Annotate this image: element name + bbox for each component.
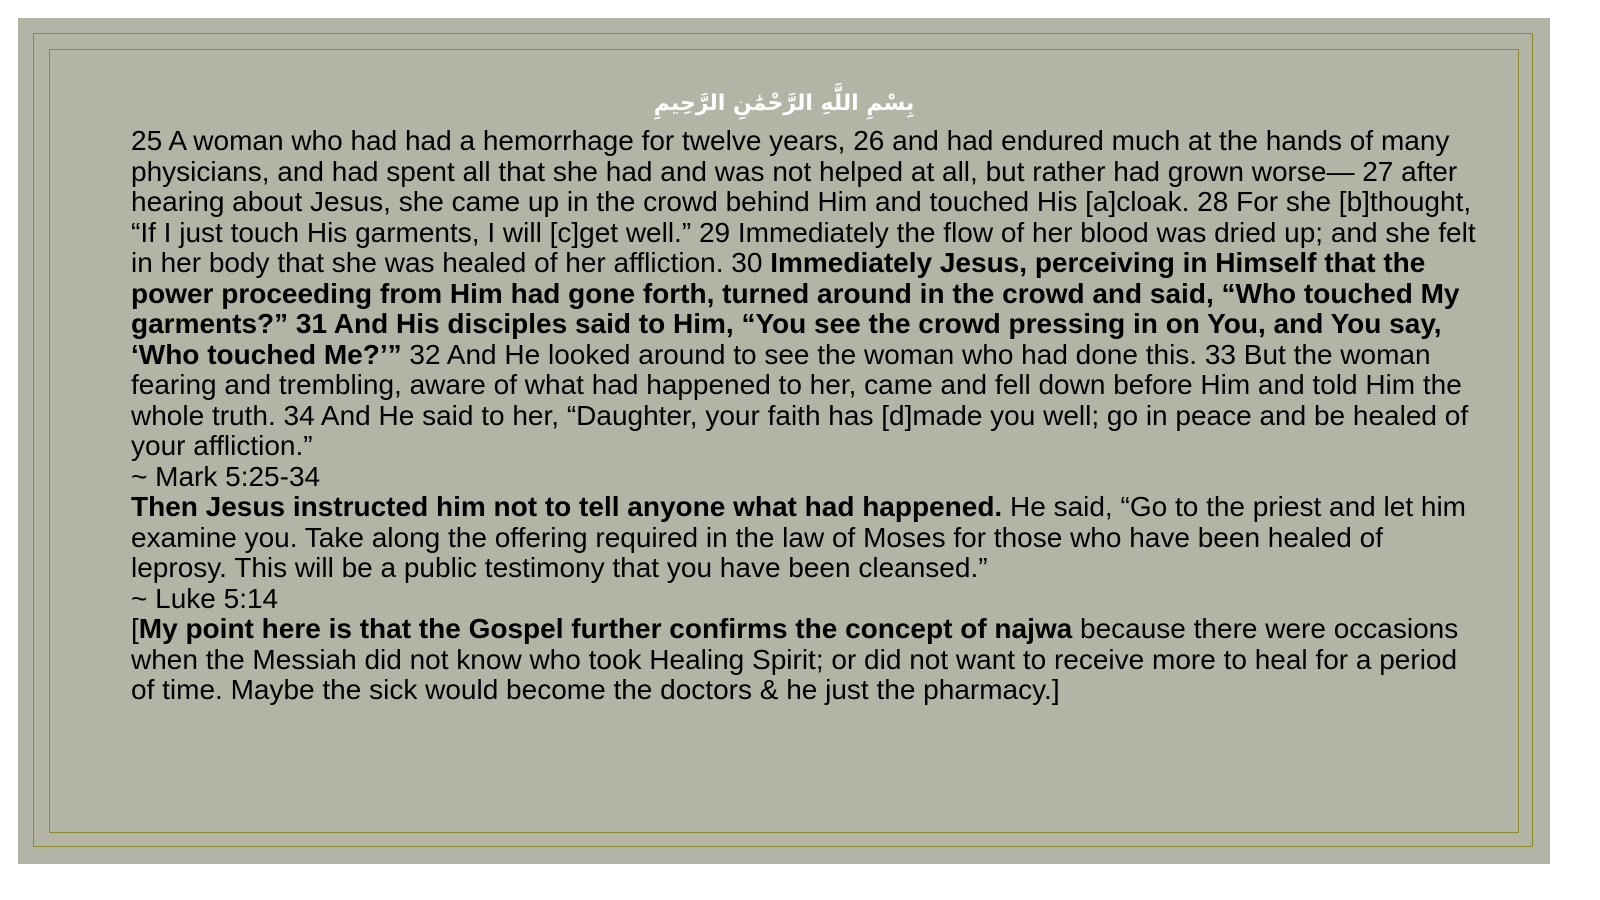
mark-reference: ~ Mark 5:25-34 <box>131 460 321 492</box>
luke-passage-bold: Then Jesus instructed him not to tell anyone what had happened. <box>131 491 1003 522</box>
mark-passage <box>131 126 1481 462</box>
mark-passage-part1: 25 A woman who had had a hemorrhage for twelve years, 26 and had endured much at the hands of many physicians, and had spent all that she had and was not helped at all, but rather had grown worse— 27 after hearing about Jesus, she came up in the crowd behind Him and touched His [a]cloak. 28 For she [b]thought, “If I just touch His garments, I will [c]get well.” 29 Immediately the flow of her blood was dried up; and she felt in her body that she was healed of her affliction. 30 <box>131 125 1476 278</box>
luke-passage <box>131 492 1481 584</box>
commentary-bold: My point here is that the Gospel further confirms the concept of najwa <box>138 613 1073 644</box>
slide <box>18 18 1550 864</box>
luke-passage-rest: He said, “Go to the priest and let him examine you. Take along the offering required in the law of Moses for those who have been healed of leprosy. This will be a public testimony that you have been cleansed.” <box>131 491 1466 583</box>
mark-passage-part2: 32 And He looked around to see the woman who had done this. 33 But the woman fearing and trembling, aware of what had happened to her, came and fell down before Him and told Him the whole truth. 34 And He said to her, “Daughter, your faith has [d]made you well; go in peace and be healed of your affliction.” <box>131 338 1469 461</box>
basmala-calligraphy: بِسْمِ اللَّهِ الرَّحْمَٰنِ الرَّحِيمِ <box>653 91 915 116</box>
slide-body-text <box>131 126 1481 706</box>
commentary <box>131 614 1481 706</box>
commentary-open-bracket: [ <box>131 613 139 644</box>
luke-reference: ~ Luke 5:14 <box>131 582 279 614</box>
mark-passage-bold: Immediately Jesus, perceiving in Himself that the power proceeding from Him had gone forth, turned around in the crowd and said, “Who touched My garments?” 31 And His disciples said to Him, “You see the crowd pressing in on You, and You say, ‘Who touched Me?’” <box>131 247 1460 370</box>
commentary-rest: because there were occasions when the Messiah did not know who took Healing Spirit; or did not want to receive more to heal for a period of time. Maybe the sick would become the doctors & he just the pharmacy.] <box>131 613 1459 705</box>
